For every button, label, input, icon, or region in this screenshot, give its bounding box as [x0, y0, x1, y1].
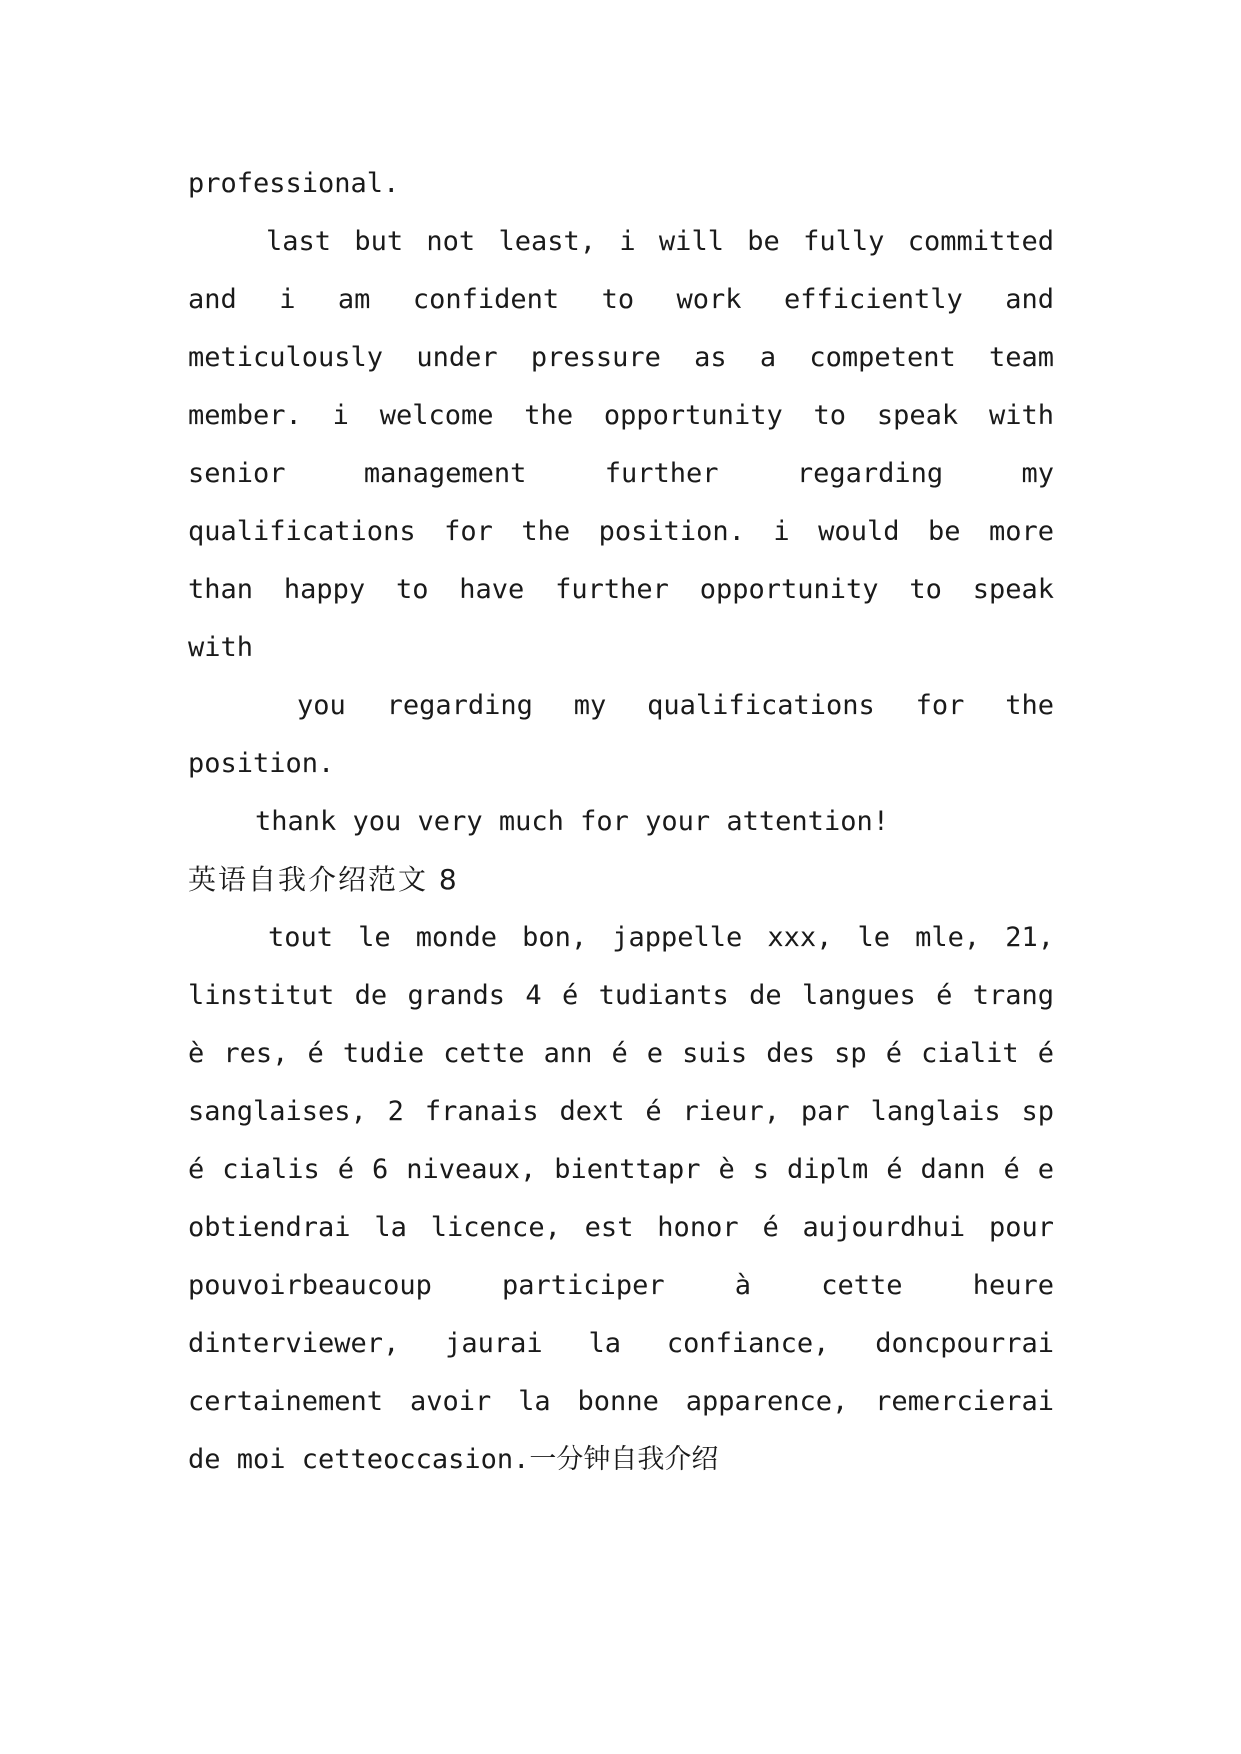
text-line: tout le monde bon, jappelle xxx, le mle, 21,	[268, 922, 1054, 953]
text-line: linstitut de grands 4 é tudiants de langues é trang	[188, 980, 1054, 1011]
text-line: than happy to have further opportunity to speak	[188, 574, 1054, 605]
text-line: position.	[188, 748, 335, 779]
text-line: dinterviewer, jaurai la confiance, doncpourrai	[188, 1328, 1054, 1359]
text-line: with	[188, 632, 254, 663]
text-line: sanglaises, 2 franais dext é rieur, par langlais sp	[188, 1096, 1054, 1127]
text-line: qualifications for the position. i would be more	[188, 516, 1054, 547]
text-line: and i am confident to work efficiently and	[188, 284, 1054, 315]
text-line: last but not least, i will be fully committed	[266, 226, 1054, 257]
text-line: senior management further regarding my	[188, 458, 1054, 489]
section-heading: 英语自我介绍范文 8	[188, 863, 459, 896]
text-line: de moi cetteoccasion.一分钟自我介绍	[188, 1444, 719, 1475]
text-line: thank you very much for your attention!	[255, 806, 889, 837]
text-line: member. i welcome the opportunity to speak with	[188, 400, 1054, 431]
text-line: pouvoirbeaucoup participer à cette heure	[188, 1270, 1054, 1301]
text-line: meticulously under pressure as a competent team	[188, 342, 1054, 373]
text-line: obtiendrai la licence, est honor é aujourdhui pour	[188, 1212, 1054, 1243]
text-line: you regarding my qualifications for the	[297, 690, 1054, 721]
text-line: professional.	[188, 168, 400, 199]
text-line: è res, é tudie cette ann é e suis des sp é cialit é	[188, 1038, 1054, 1069]
text-line: é cialis é 6 niveaux, bienttapr è s diplm é dann é e	[188, 1154, 1054, 1185]
text-line: certainement avoir la bonne apparence, remercierai	[188, 1386, 1054, 1417]
